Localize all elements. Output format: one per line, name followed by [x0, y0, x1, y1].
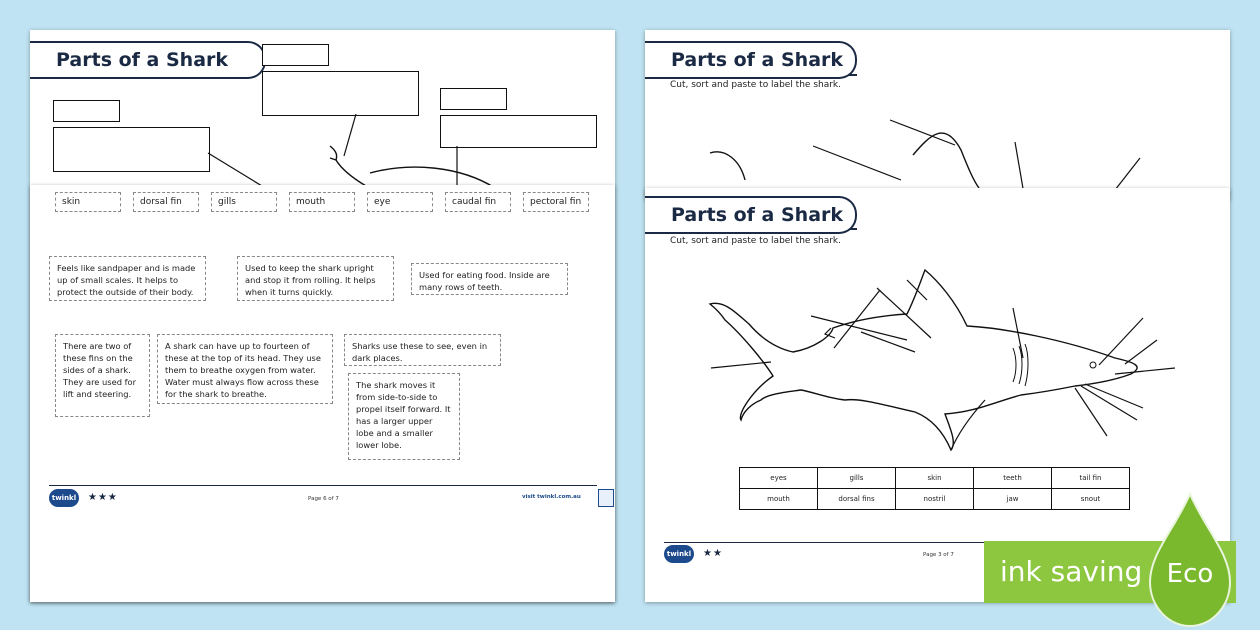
worksheet-left-front [30, 185, 615, 602]
word-cell[interactable]: nostril [896, 489, 974, 510]
word-cell[interactable]: jaw [974, 489, 1052, 510]
word-cell[interactable]: teeth [974, 468, 1052, 489]
shark-diagram [645, 188, 1230, 478]
word-cell[interactable]: skin [896, 468, 974, 489]
shark-partial-outline [30, 30, 615, 190]
page-title: Parts of a Shark [671, 49, 844, 71]
eco-label: Eco [1166, 559, 1214, 589]
ink-saving-label: ink saving [1000, 555, 1143, 588]
footer-rule [49, 485, 597, 486]
page-number: Page 3 of 7 [923, 552, 954, 558]
description-card[interactable]: The shark moves it from side-to-side to propel itself forward. It has a larger upper lobe and a smaller lower lobe. [348, 373, 460, 460]
word-cell[interactable]: eyes [740, 468, 818, 489]
eco-drop-icon [1148, 490, 1232, 630]
word-cell[interactable]: gills [818, 468, 896, 489]
word-chip[interactable]: mouth [289, 192, 355, 212]
word-cell[interactable]: tail fin [1052, 468, 1130, 489]
description-card[interactable]: A shark can have up to fourteen of these at the top of its head. They use them to breathe oxygen from water. Water must always flow across these for the shark to breathe. [157, 334, 333, 404]
description-card[interactable]: Sharks use these to see, even in dark places. [344, 334, 501, 366]
page-number: Page 6 of 7 [308, 496, 339, 502]
word-cell[interactable]: mouth [740, 489, 818, 510]
word-chip[interactable]: eye [367, 192, 433, 212]
footer-url: visit twinkl.com.au [522, 494, 581, 500]
page-title: Parts of a Shark [56, 49, 229, 71]
word-cell[interactable]: snout [1052, 489, 1130, 510]
difficulty-stars: ★★★ [88, 492, 118, 503]
word-cell[interactable]: dorsal fins [818, 489, 896, 510]
word-bank-table [739, 467, 1130, 510]
twinkl-logo: twinkl [664, 545, 694, 563]
word-chip[interactable]: gills [211, 192, 277, 212]
word-chip[interactable]: dorsal fin [133, 192, 199, 212]
worksheet-right-back [645, 30, 1230, 200]
word-chip[interactable]: caudal fin [445, 192, 511, 212]
description-card[interactable]: Used for eating food. Inside are many rows of teeth. [411, 263, 568, 295]
shark-partial-outline [645, 30, 1230, 200]
worksheet-right [645, 188, 1230, 602]
description-card[interactable]: Used to keep the shark upright and stop it from rolling. It helps when it turns quickly. [237, 256, 394, 301]
twinkl-logo: twinkl [49, 489, 79, 507]
description-card[interactable]: Feels like sandpaper and is made up of small scales. It helps to protect the outside of their body. [49, 256, 206, 301]
word-chip[interactable]: pectoral fin [523, 192, 589, 212]
word-chip[interactable]: skin [55, 192, 121, 212]
description-card[interactable]: There are two of these fins on the sides of a shark. They are used for lift and steering. [55, 334, 150, 417]
quality-badge-icon [598, 489, 614, 507]
instructions: Cut, sort and paste to label the shark. [670, 236, 841, 246]
instructions: Cut, sort and paste to label the shark. [670, 80, 841, 90]
difficulty-stars: ★★ [703, 548, 723, 559]
page-title: Parts of a Shark [671, 204, 844, 226]
